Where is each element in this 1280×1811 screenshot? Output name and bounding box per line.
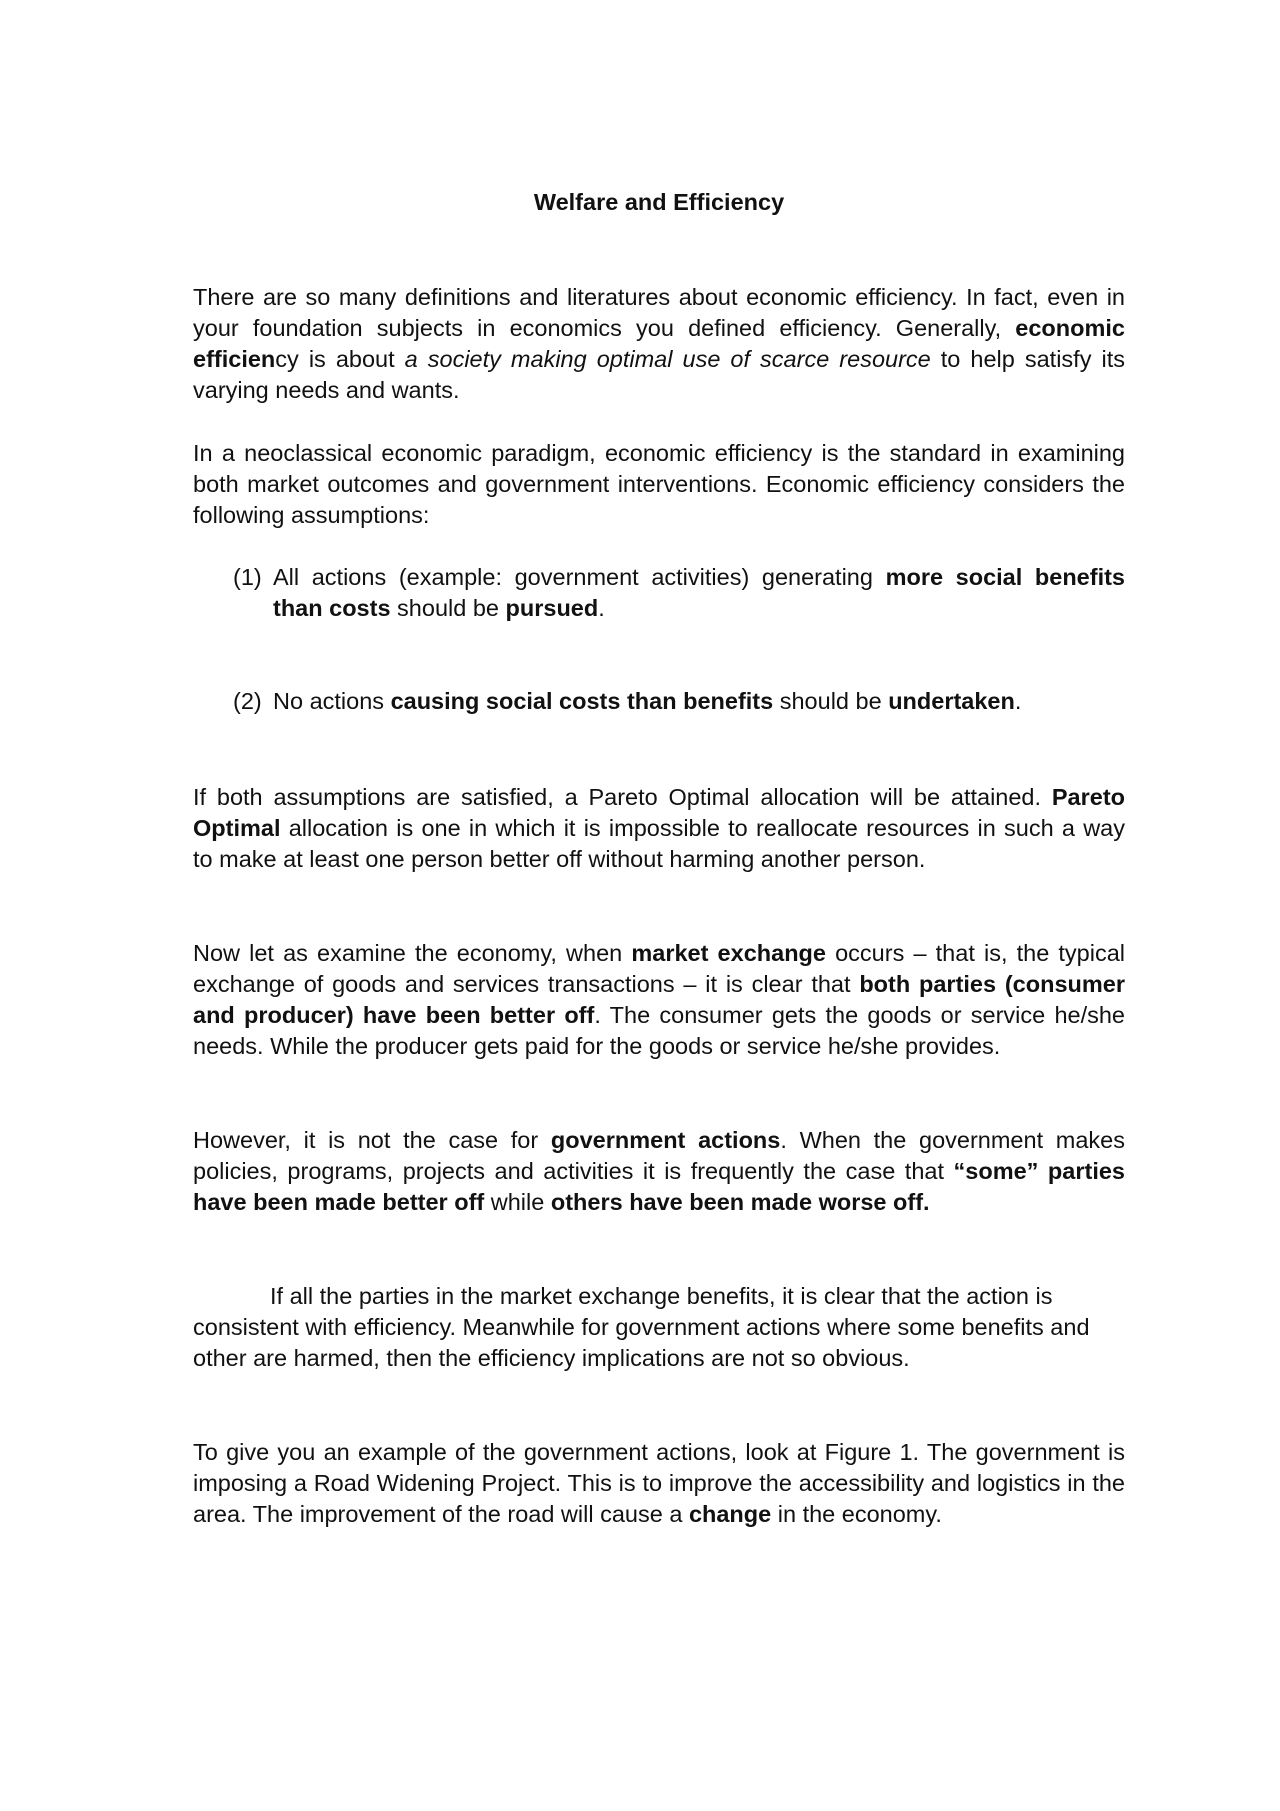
bold-term: “some” parties have been made better off: [193, 1158, 1125, 1215]
paragraph-neoclassical: [193, 438, 1125, 531]
list-item-text: [273, 686, 1125, 717]
list-item-assumption-1: [233, 562, 1125, 624]
bold-term: more social benefits than costs: [273, 564, 1126, 621]
page-title: Welfare and Efficiency: [533, 189, 785, 215]
paragraph-market-exchange: [193, 938, 1125, 1062]
bold-term: pursued: [505, 595, 599, 621]
text-span: while: [484, 1189, 551, 1215]
paragraph-efficiency-implications: [193, 1281, 1113, 1374]
paragraph-government-actions: [193, 1125, 1125, 1218]
text-span: allocation is one in which it is impossible to reallocate resources in such a way to make at least one person better off without harming another person.: [193, 815, 1125, 872]
bold-term: undertaken: [888, 688, 1015, 714]
text-span: should be: [390, 595, 506, 621]
document-page: [193, 0, 1125, 1811]
text-span: cy is about: [275, 346, 405, 372]
bold-term: both parties (consumer and producer) have been better off: [193, 971, 1125, 1028]
italic-definition: a society making optimal use of scarce resource: [404, 346, 931, 372]
text-span: In a neoclassical economic paradigm, economic efficiency is the standard in examining both market outcomes and government interventions. Economic efficiency considers the following assumptions:: [193, 440, 1125, 528]
text-span: All actions (example: government activities) generating: [273, 564, 886, 590]
list-number: (1): [233, 564, 262, 590]
text-span: However, it is not the case for: [193, 1127, 551, 1153]
text-span: to help satisfy its varying needs and wants.: [193, 346, 1125, 403]
paragraph-economic-efficiency: [193, 282, 1125, 406]
text-span: To give you an example of the government actions, look at Figure 1. The government is imposing a Road Widening Project. This is to improve the accessibility and logistics in the area. The improvement of the road will cause a: [193, 1439, 1125, 1527]
text-span: . When the government makes policies, programs, projects and activities it is frequently the case that: [193, 1127, 1126, 1184]
text-span: should be: [773, 688, 889, 714]
bold-term: change: [688, 1501, 772, 1527]
list-number: (2): [233, 688, 262, 714]
list-item-text: [273, 562, 1125, 624]
text-span: Now let as examine the economy, when: [193, 940, 632, 966]
text-span: occurs – that is, the typical exchange of goods and services transactions – it is clear that: [193, 940, 1126, 997]
bold-term: causing social costs than benefits: [390, 688, 774, 714]
text-span: There are so many definitions and literatures about economic efficiency. In fact, even in your foundation subjects in economics you defined efficiency. Generally,: [193, 284, 1125, 341]
bold-term: others have been made worse off.: [550, 1189, 930, 1215]
bold-term: market exchange: [631, 940, 826, 966]
text-span: If both assumptions are satisfied, a Pareto Optimal allocation will be attained.: [193, 784, 1052, 810]
bold-term: government actions: [550, 1127, 781, 1153]
text-span: in the economy.: [771, 1501, 942, 1527]
text-span: . The consumer gets the goods or service he/she needs. While the producer gets paid for the goods or service he/she provides.: [193, 1002, 1126, 1059]
text-span: No actions: [273, 688, 391, 714]
paragraph-road-widening: [193, 1437, 1125, 1530]
paragraph-pareto-optimal: [193, 782, 1125, 875]
text-span: .: [598, 595, 605, 621]
list-item-assumption-2: [233, 686, 1125, 717]
text-span: If all the parties in the market exchange benefits, it is clear that the action is consistent with efficiency. Meanwhile for government actions where some benefits and other are harmed, then the efficiency implications are not so obvious.: [193, 1283, 1090, 1371]
text-span: .: [1014, 688, 1022, 714]
bold-term: economic efficien: [193, 315, 1125, 372]
bold-term: Pareto Optimal: [193, 784, 1125, 841]
